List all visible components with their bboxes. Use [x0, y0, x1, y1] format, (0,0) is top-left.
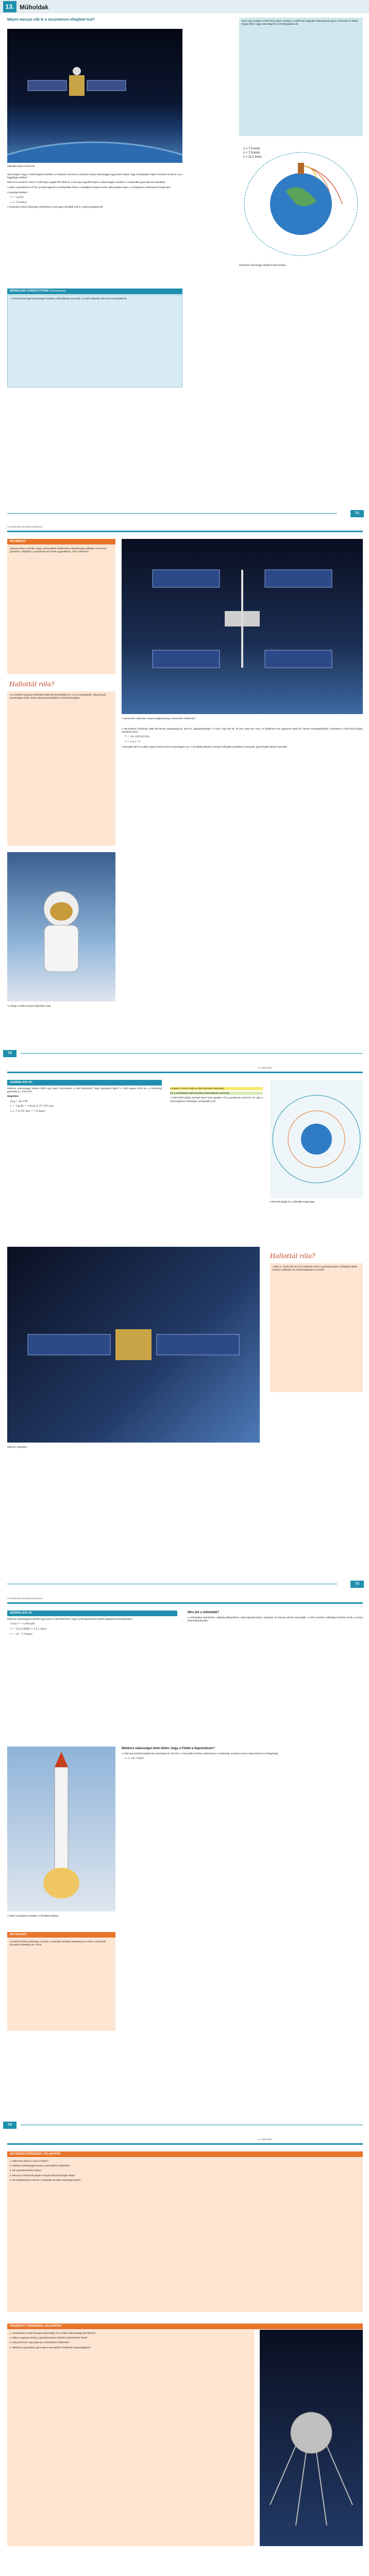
sputnik-antenna-2 — [296, 2452, 306, 2526]
sputnik-antenna-3 — [316, 2452, 327, 2526]
page-71 — [0, 0, 369, 520]
iss-panel-4 — [265, 650, 332, 668]
solution-label: Megoldás: — [7, 1095, 19, 1098]
main-text-1: A Nemzetközi Űrállomás 1998 óta kering. Magassága kb. 400 km, pályasebessége 7,7 km/s. Egy kört kb. 92 perc alatt tesz meg. Az űrállomás nem egyszerre épült fel, hanem részegységekből, amelyeket a Föld körüli pályán szereltek össze. — [122, 727, 363, 734]
sat-panel-right — [157, 1334, 239, 1355]
hallottad-text-1: Az amerikai Vanguard műholdat 1958-ban bocsátották fel, ez ma a legrégebbi, még keringő mesterséges hold. Szinte naponta követhetjük a Föld körüli pályán. — [10, 693, 106, 700]
ne-feledd-text: Az első kozmikus sebesség 7,9 km/s, a második kozmikus sebesség 11,2 km/s, a harmadik kozmikus sebesség 16,7 km/s. — [10, 1940, 106, 1946]
formula-2: v = √(g·R) = √(9,81·6,37·10⁶) m/s — [10, 1105, 54, 1108]
page-number: 73 — [350, 1581, 364, 1588]
rocket-svg — [7, 1747, 115, 1911]
osszetett-item: 3. Hány kört tesz meg naponta a Nemzetközi Űrállomás? — [10, 2341, 70, 2344]
escape-formula-2: v = √(2·G·M/R) ≈ 11,2 km/s — [10, 1627, 47, 1631]
formula-sebesseg: v = 2·π·r / T — [125, 740, 141, 744]
solar-panel-left — [28, 80, 66, 91]
naprendszer-section — [122, 1747, 363, 1762]
earth-limb-shape — [7, 142, 182, 163]
section-box — [7, 295, 182, 387]
running-head-title: Műholdak — [261, 1066, 272, 1069]
ne-hibazz-text: Gyakran felvet a kérdés, hogy a Nemzetközi Űrállomáson súlytalanság uralkodik, mert nincs gravitáció. Valójában a gravitációs erő szinte ugyanakkora, mint a felszínen. — [10, 547, 107, 553]
rocket-caption: A rakéta segítségével juttatják a műholdakat pályára — [7, 1914, 59, 1917]
third-cosmic-formula: v₃ ≈ 16,7 km/s — [125, 1757, 144, 1760]
satellite-caption: Műhold a világűrben — [7, 1446, 27, 1448]
chapter-header-band — [0, 0, 369, 13]
body-text-block — [7, 173, 182, 211]
szamoljuk-heading-2: SZÁMOLJUK KI! — [7, 1611, 177, 1616]
egyszeru-item: 2. Mekkora sebességgel kering a Nemzetközi Űrállomás? — [10, 2164, 71, 2167]
sidebar-text: Ezen rajz mutatja a Föld körüli pálya, amelyen a kilőtt test nagyobb sebességnél egyre messzebb ér földet. Elegendően nagy sebességnél a test körpályára áll. — [242, 20, 359, 26]
sputnik-antenna-1 — [270, 2446, 296, 2505]
solar-panel-right — [87, 80, 126, 91]
formula-3: v ≈ 7,9·10³ m/s = 7,9 km/s — [10, 1110, 45, 1113]
diagram-label-1: v = 7,9 km/s — [243, 147, 260, 150]
ne-hibazz-heading: NE HIBÁZZ! — [7, 539, 115, 545]
egyszeru-heading: EGYSZERŰ KÉRDÉSEK, FELADATOK — [7, 2151, 363, 2157]
running-head-title: Műholdak — [261, 2138, 272, 2141]
right-text: A Föld körüli pályán keringő testre ható egyetlen erő a gravitációs vonzóerő. Ez adja a körmozgáshoz szükséges centripetális erőt. — [170, 1096, 263, 1103]
page-number: 72 — [3, 1050, 16, 1057]
iss-photo — [122, 539, 363, 714]
sat-body — [115, 1329, 152, 1360]
running-head — [258, 1066, 272, 1070]
szamoljuk-body-2 — [7, 1618, 177, 1637]
iss-panel-3 — [265, 570, 332, 587]
egyszeru-item: 4. Mennyi a Föld körüli pályán keringő műhold keringési ideje? — [10, 2174, 75, 2177]
sputnik-antenna-4 — [327, 2446, 353, 2505]
orbit-figure-svg — [270, 1080, 363, 1198]
satellite-illustration — [7, 29, 182, 163]
section-heading: MŰHOLDAK KÖRÜLÖTTÜNK — [10, 290, 49, 293]
satellite-space-photo — [7, 1247, 260, 1443]
satellite-antenna — [73, 67, 81, 75]
hallottad-text-2: Arthur C. Clarke brit sci-fi író 1945-ben írta le a geostacionárius műholdak ötletét. Ezeket a pályákat ma Clarke-pályának is nevezik. — [273, 1265, 358, 1272]
formula-1: v = √(g·R) — [10, 195, 24, 199]
formula-label: A körpálya feltétele: — [7, 191, 28, 194]
ne-feledd-box — [7, 1938, 115, 2031]
section-heading-bar — [7, 289, 182, 294]
rocket-exhaust — [43, 1868, 79, 1899]
osszetett-box — [7, 2330, 255, 2546]
szamoljuk-text-2: Mekkora sebességgel kell kilőni egy testet a Föld felszínéről, hogy a Föld gravitációs teréből véglegesen kiszabaduljon? — [7, 1618, 133, 1620]
image-caption-1: Műholdas képek a felszínről — [7, 165, 35, 167]
astronaut-illustration — [7, 852, 115, 1002]
osszetett-item: 4. Mekkora a gravitációs gyorsulás a Nemzetközi Űrállomás magasságában? — [10, 2346, 91, 2349]
formula-keringesi-ido: T = 2π·√(R³/(G·M)) — [125, 735, 149, 739]
page-number: 74 — [3, 2122, 16, 2129]
page-75 — [0, 2133, 369, 2576]
main-column — [7, 18, 203, 24]
formula-1: m·g = m·v²/R — [10, 1099, 28, 1103]
section-heading-sub: (Olvasmány) — [49, 290, 66, 293]
rocket-photo — [7, 1747, 115, 1911]
ne-hibazz-box — [7, 545, 115, 674]
egyszeru-item: 5. Mi a különbség az első és a második kozmikus sebesség között? — [10, 2178, 81, 2181]
top-rule — [7, 1602, 363, 1604]
iss-panel-2 — [153, 650, 220, 668]
astronaut-caption: Az űrhajó a Földhöz képest félig kifelé mutat — [7, 1005, 51, 1007]
osszetett-item: 2. Milyen magasan kering a geostacionárius műhold a Föld felszíne felett? — [10, 2336, 88, 2340]
satellite-photo — [7, 29, 182, 163]
paragraph-2: A testre a gravitációs erő hat, amelyik egyenlő a centripetális erővel. A körpályán mozgó test kör alakú pályán végez, a mozgását a nehézségi erő tartja fent. — [7, 185, 171, 189]
hallottad-box-1 — [7, 691, 115, 846]
section-text: A Föld körül keringő mesterséges holdakat műholdaknak nevezzük. Az első műholdat 1957-ben bocsátották fel. — [10, 297, 127, 300]
mire-jok-heading: Mire jók a műholdak? — [188, 1611, 220, 1614]
page-2-body — [122, 727, 363, 750]
iss-caption: A Nemzetközi Űrállomás. Hányan lakják jelenleg a Nemzetközi Űrállomást? — [122, 717, 196, 720]
page-number: 71 — [350, 510, 364, 517]
formula-2: v ≈ 7,9 km/s — [10, 200, 27, 204]
diagram-label-3: v > 11,2 km/s — [243, 156, 262, 159]
iss-panel-1 — [153, 570, 220, 587]
hallottad-heading-2: Hallottál róla? — [270, 1252, 315, 1260]
satellite-body — [69, 75, 85, 96]
satellite-space-svg — [7, 1247, 260, 1443]
mire-jok-column — [188, 1611, 363, 1624]
egyszeru-item: 1. Miért nem esik le a Hold a Földre? — [10, 2160, 49, 2162]
astronaut-suit — [44, 925, 78, 972]
sputnik-svg — [260, 2330, 363, 2546]
page-73 — [0, 1061, 369, 1592]
right-sidebar-info — [239, 18, 363, 136]
chapter-title: Műholdak — [20, 4, 48, 11]
egyszeru-list — [10, 2160, 360, 2182]
main-text-2: A keringési idő és a pálya sugara között szoros összefüggés van. A távolabbi pályákon keringő műholdak lassabban mozognak, így keringési idejük hosszabb. — [122, 745, 288, 748]
astronaut-visor — [50, 902, 73, 921]
iss-illustration — [122, 539, 363, 714]
footer-line — [21, 1053, 363, 1054]
green-highlight-text: Ezt a sebességet első kozmikus sebességnek nevezzük. — [170, 1092, 263, 1095]
footer-line — [7, 513, 337, 514]
paragraph-3: A vízszintes irányú sebesség növelésével a test egyre távolabb esik le, végül körpályára áll. — [7, 206, 104, 209]
mire-jok-text: A műholdakat távközlésre, időjárás-előrejelzésre, helymeghatározásra, kutatásra és katonai célokra használják. A GPS rendszer műholdjai lehetővé teszik a pontos helymeghatározást. — [188, 1616, 363, 1622]
osszetett-item: 1. Számítsd ki a Hold keringési sebességét, ha a Föld–Hold távolság 384 000 km! — [10, 2332, 96, 2334]
orbit-figure — [270, 1080, 363, 1198]
astronaut-photo — [7, 852, 115, 1002]
running-head-num: 13. — [258, 1066, 261, 1069]
sputnik-sphere — [291, 2412, 332, 2453]
escape-formula-1: ½·m·v² = G·M·m/R — [10, 1622, 35, 1626]
orbit-diagram — [239, 142, 363, 261]
osszetett-list — [10, 2332, 252, 2349]
page-74 — [0, 1592, 369, 2133]
egyszeru-box — [7, 2158, 363, 2312]
top-rule — [7, 531, 363, 532]
ne-feledd-heading: NE FELEDD! — [7, 1932, 115, 1938]
lead-question: Milyen messze vők le a visszintesen elhajított test? — [7, 18, 95, 22]
running-head-num: 13. — [258, 2138, 261, 2141]
running-head: A közlekedés dinamikai problémái — [7, 526, 42, 528]
sat-panel-left — [28, 1334, 110, 1355]
paragraph-1: Miért nem esnek le? Mivel a Föld forgó nyugati felé halad el, a test egy nagyobb helyen a sebességgel, amelyet a centripetális gyorsulás tart körpályán. — [7, 181, 166, 184]
szamoljuk-text: Mekkora sebességgel kellene kilőni egy testet vízszintesen a Föld felszínéről, hogy körpályára álljon? A Föld sugara 6370 km, a nehézségi gyorsulás g = 9,81 m/s². — [7, 1087, 162, 1093]
running-head: A közlekedés dinamikai problémái — [7, 1597, 42, 1600]
hallottad-heading-1: Hallottál róla? — [9, 681, 55, 688]
top-rule — [7, 2143, 363, 2145]
question-2: Mekkora sebességet lehet kiütni, hogy a Földet a Naprendszer? — [122, 1747, 215, 1750]
egyszeru-item: 3. Mi a geostacionárius pálya? — [10, 2169, 42, 2172]
orbit-diagram-svg — [239, 142, 363, 261]
text-2: A Föld Nap körüli keringésének sebessége kb. 30 km/s. A harmadik kozmikus sebesség az a sebesség, amellyel a test a Naprendszert is elhagyhatja. — [122, 1752, 279, 1755]
diagram-caption: Különböző sebességgel elhajított testek pályája — [239, 264, 286, 266]
osszetett-heading: ÖSSZETETT KÉRDÉSEK, FELADATOK — [7, 2324, 363, 2329]
intro-paragraph: Mivel tudjuk, hogy a Föld hengeres felületen a szabadon eső test a vízszintes irányú sebességgel egyenesen halad, hogy a feladatban milyen messzire esnek el, ha a függőleges síkban? — [7, 173, 182, 179]
szamoljuk-heading: SZÁMOLJUK KI! — [7, 1080, 162, 1086]
rocket-nose — [55, 1752, 68, 1767]
hallottad-box-2 — [270, 1263, 363, 1392]
diagram-label-2: v < 7,9 km/s — [243, 151, 260, 155]
escape-formula-3: v = √2 · 7,9 km/s — [10, 1632, 32, 1636]
sputnik-photo — [260, 2330, 363, 2546]
running-head — [258, 2138, 272, 2141]
orbit-figure-caption: Föld körüli pályák és a műholdak magassága — [270, 1200, 314, 1203]
middle-column — [170, 1087, 263, 1105]
page-72 — [0, 520, 369, 1061]
top-rule — [7, 1072, 363, 1073]
highlight-text: A kapott 7,9 km/s érték az első kozmikus sebesség. — [170, 1087, 263, 1090]
chapter-number: 13. — [3, 1, 16, 12]
mountain-tower — [298, 163, 304, 174]
earth-small — [301, 1124, 332, 1155]
rocket-body — [55, 1767, 68, 1870]
szamoljuk-body — [7, 1087, 162, 1115]
